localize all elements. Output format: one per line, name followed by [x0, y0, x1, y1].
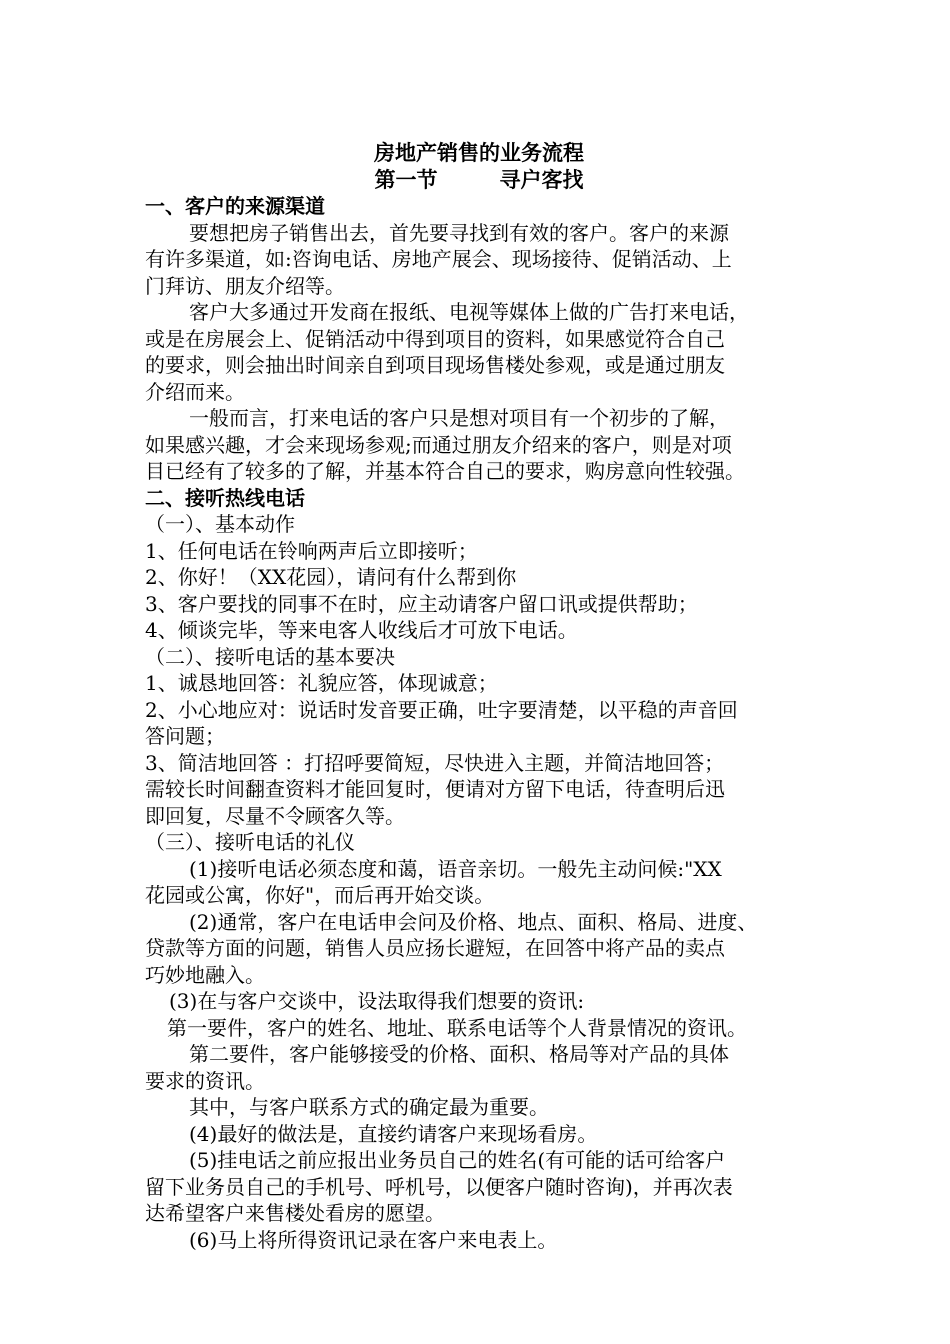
section-name: 寻户客找: [499, 166, 584, 192]
document-title: 房地产销售的业务流程: [374, 140, 584, 165]
paragraph-line: 2、小心地应对：说话时发音要正确，吐字要清楚，以平稳的声音回: [145, 697, 738, 722]
paragraph-line: 门拜访、朋友介绍等。: [145, 273, 345, 298]
paragraph-line: 第二要件，客户能够接受的价格、面积、格局等对产品的具体: [189, 1042, 729, 1066]
paragraph-line: （二）、接听电话的基本要决: [145, 644, 395, 669]
paragraph-line: （三）、接听电话的礼仪: [145, 830, 355, 854]
paragraph-line: 3、客户要找的同事不在时，应主动请客户留口讯或提供帮助；: [145, 591, 698, 616]
paragraph-line: (5)挂电话之前应报出业务员自己的姓名(有可能的话可给客户: [189, 1148, 726, 1172]
paragraph-line: 有许多渠道，如:咨询电话、房地产展会、现场接待、促销活动、上: [145, 247, 732, 271]
paragraph-line: 留下业务员自己的手机号、呼机号，以便客户随时咨询)，并再次表: [145, 1174, 733, 1199]
paragraph-line: 客户大多通过开发商在报纸、电视等媒体上做的广告打来电话，: [189, 300, 749, 324]
paragraph-line: 3、简洁地回答 ：打招呼要简短，尽快进入主题，并简洁地回答；: [145, 750, 725, 775]
paragraph-line: 需较长时间翻查资料才能回复时，便请对方留下电话，待查明后迅: [145, 777, 725, 801]
paragraph-line: 其中，与客户联系方式的确定最为重要。: [189, 1095, 549, 1119]
paragraph-line: 要想把房子销售出去，首先要寻找到有效的客户。客户的来源: [189, 220, 729, 245]
paragraph-line: 目已经有了较多的了解，并基本符合自己的要求，购房意向性较强。: [145, 459, 745, 483]
paragraph-line: 一般而言，打来电话的客户只是想对项目有一个初步的了解，: [189, 406, 729, 430]
paragraph-line: 如果感兴趣，才会来现场参观;而通过朋友介绍来的客户，则是对项: [145, 432, 732, 457]
paragraph-line: 贷款等方面的问题，销售人员应扬长避短，在回答中将产品的卖点: [145, 936, 725, 960]
paragraph-line: 4、倾谈完毕，等来电客人收线后才可放下电话。: [145, 618, 578, 642]
document-body: [145, 193, 813, 1253]
paragraph-line: 花园或公寓，你好"，而后再开始交谈。: [145, 883, 495, 907]
paragraph-line: 1、任何电话在铃响两声后立即接听；: [145, 538, 478, 563]
paragraph-line: 巧妙地融入。: [145, 962, 265, 987]
paragraph-line: 达希望客户来售楼处看房的愿望。: [145, 1201, 445, 1225]
paragraph-line: (2)通常，客户在电话申会问及价格、地点、面积、格局、进度、: [189, 909, 758, 934]
document-page: [145, 140, 813, 1253]
section-heading-line: 一、客户的来源渠道: [145, 194, 325, 218]
paragraph-line: 2、你好！（XX花园），请问有什么帮到你: [145, 565, 517, 589]
paragraph-line: (4)最好的做法是，直接约请客户来现场看房。: [189, 1121, 598, 1146]
section-heading-line: 二、接听热线电话: [145, 485, 305, 510]
section-heading: [145, 167, 813, 194]
paragraph-line: 即回复，尽量不令顾客久等。: [145, 803, 405, 828]
paragraph-line: 要求的资讯。: [145, 1068, 265, 1093]
paragraph-line: 的要求，则会抽出时间亲自到项目现场售楼处参观，或是通过朋友: [145, 353, 725, 377]
paragraph-line: 第一要件，客户的姓名、地址、联系电话等个人背景情况的资讯。: [167, 1015, 747, 1040]
paragraph-line: 答问题；: [145, 724, 225, 748]
section-label: 第一节: [374, 166, 438, 192]
paragraph-line: 或是在房展会上、促销活动中得到项目的资料，如果感觉符合自己: [145, 326, 725, 351]
paragraph-line: (1)接听电话必须态度和蔼，语音亲切。一般先主动问候:"XX: [189, 856, 722, 881]
paragraph-line: 介绍而来。: [145, 379, 245, 404]
paragraph-line: (6)马上将所得资讯记录在客户来电表上。: [189, 1227, 558, 1252]
paragraph-line: （一）、基本动作: [145, 512, 295, 536]
paragraph-line: 1、诚恳地回答：礼貌应答，体现诚意；: [145, 671, 498, 695]
paragraph-line: (3)在与客户交谈中，设法取得我们想要的资讯:: [169, 989, 585, 1013]
